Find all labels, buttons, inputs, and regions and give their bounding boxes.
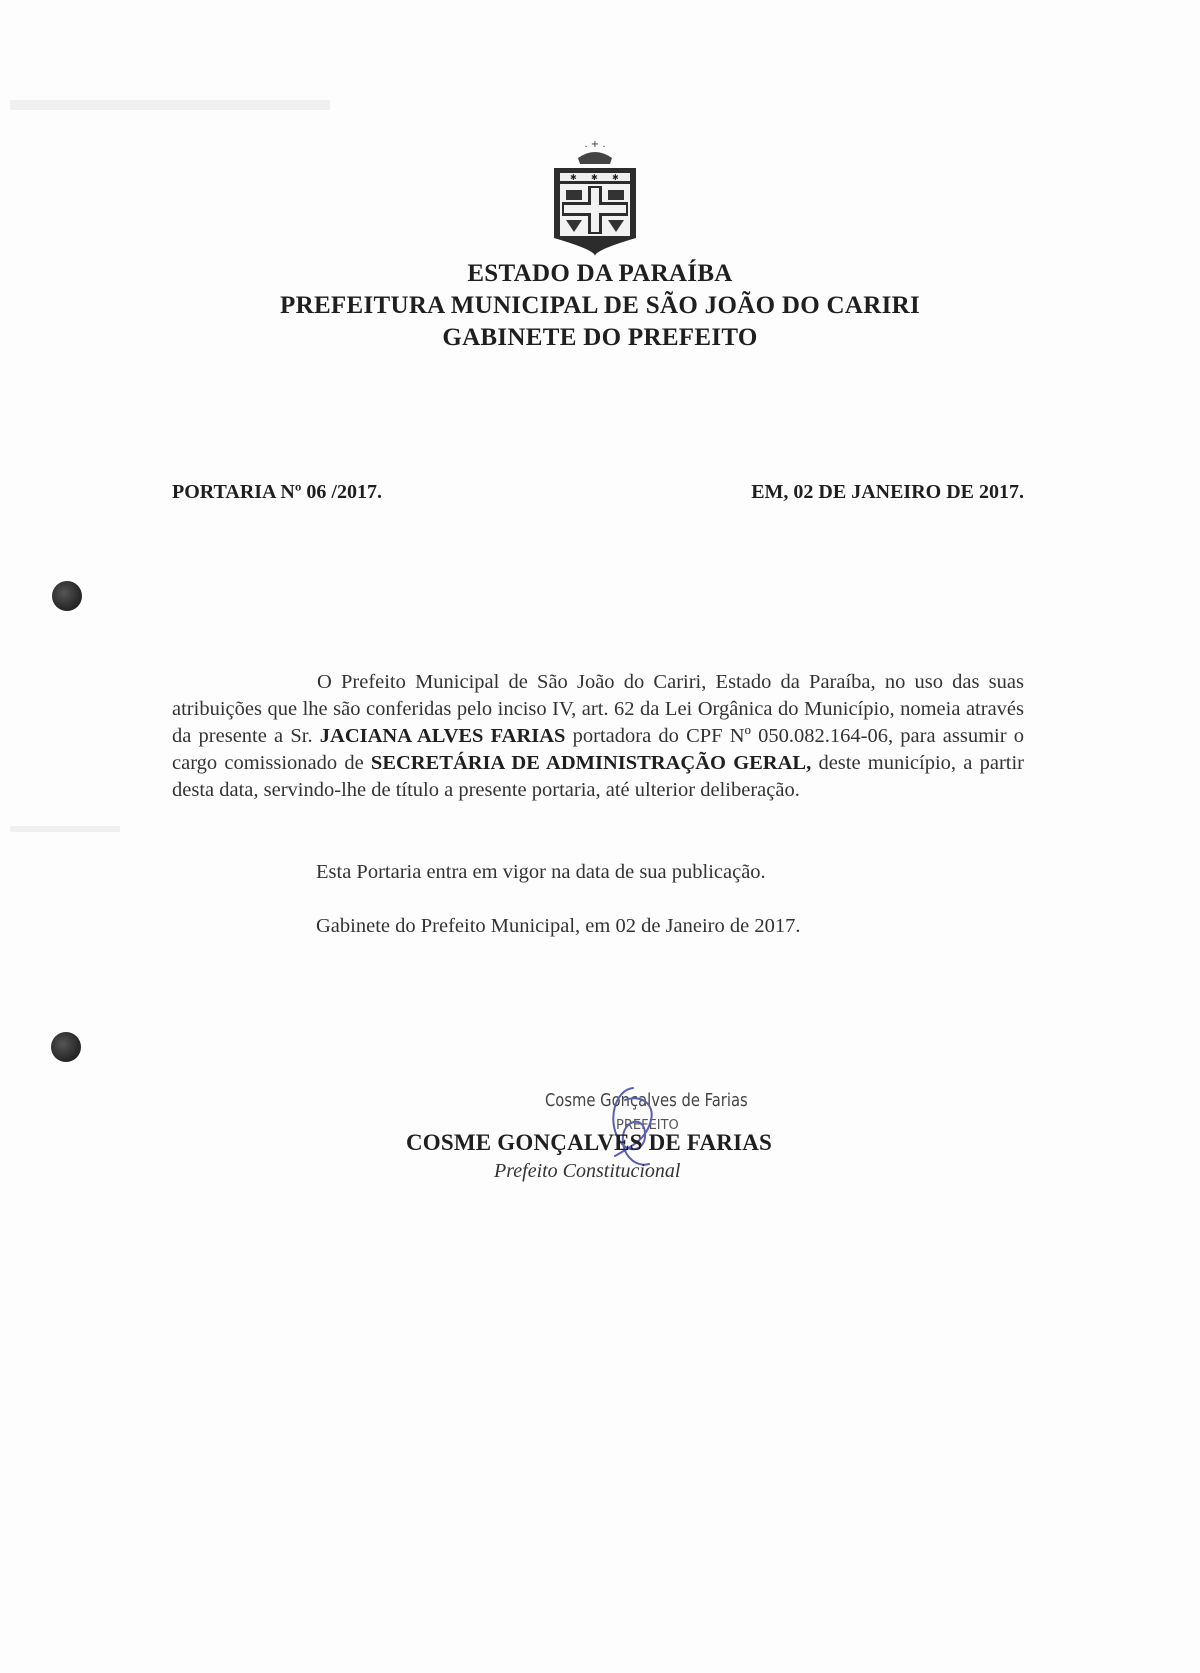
closing-line: Gabinete do Prefeito Municipal, em 02 de Janeiro de 2017. bbox=[316, 915, 801, 937]
header-state: ESTADO DA PARAÍBA bbox=[467, 260, 733, 287]
svg-text:✱: ✱ bbox=[591, 173, 598, 182]
header-municipality: PREFEITURA MUNICIPAL DE SÃO JOÃO DO CARIRI bbox=[280, 292, 920, 319]
signer-name: COSME GONÇALVES DE FARIAS bbox=[406, 1130, 773, 1155]
signature-stamp-name: Cosme Gonçalves de Farias bbox=[545, 1090, 748, 1111]
signer-role: Prefeito Constitucional bbox=[494, 1160, 681, 1182]
effective-clause: Esta Portaria entra em vigor na data de sua publicação. bbox=[316, 861, 766, 883]
punch-hole bbox=[51, 1032, 81, 1062]
document-header bbox=[0, 258, 1200, 354]
portaria-number: PORTARIA Nº 06 /2017. bbox=[172, 481, 382, 503]
scan-artifact bbox=[10, 100, 330, 110]
svg-text:✱: ✱ bbox=[570, 173, 577, 182]
svg-text:✱: ✱ bbox=[612, 173, 619, 182]
body-text-part: deste município, a partir desta data, servindo-lhe de título a presente portaria, até ulterior deliberação. bbox=[172, 752, 1024, 801]
signature-stamp-title: PREFEITO bbox=[616, 1118, 679, 1133]
body-text-part: O Prefeito Municipal de São João do Cariri, Estado da Paraíba, no uso das suas atribuições que lhe são conferidas pelo inciso IV, art. 62 da Lei Orgânica do Município, nomeia através da presente a Sr. bbox=[172, 671, 1024, 747]
document-body bbox=[172, 669, 1024, 804]
appointed-role: SECRETÁRIA DE ADMINISTRAÇÃO GERAL, bbox=[370, 752, 812, 774]
svg-text:. + .: . + . bbox=[584, 139, 606, 150]
coat-of-arms-icon bbox=[550, 138, 640, 256]
appointee-name: JACIANA ALVES FARIAS bbox=[319, 725, 566, 747]
portaria-date: EM, 02 DE JANEIRO DE 2017. bbox=[751, 481, 1024, 503]
body-paragraph bbox=[172, 669, 1024, 804]
scan-artifact bbox=[10, 826, 120, 832]
header-office: GABINETE DO PREFEITO bbox=[442, 324, 758, 351]
handwritten-signature bbox=[585, 1080, 685, 1170]
punch-hole bbox=[52, 581, 82, 611]
body-text-part: portadora do CPF Nº 050.082.164-06, para assumir o cargo comissionado de bbox=[172, 725, 1025, 774]
